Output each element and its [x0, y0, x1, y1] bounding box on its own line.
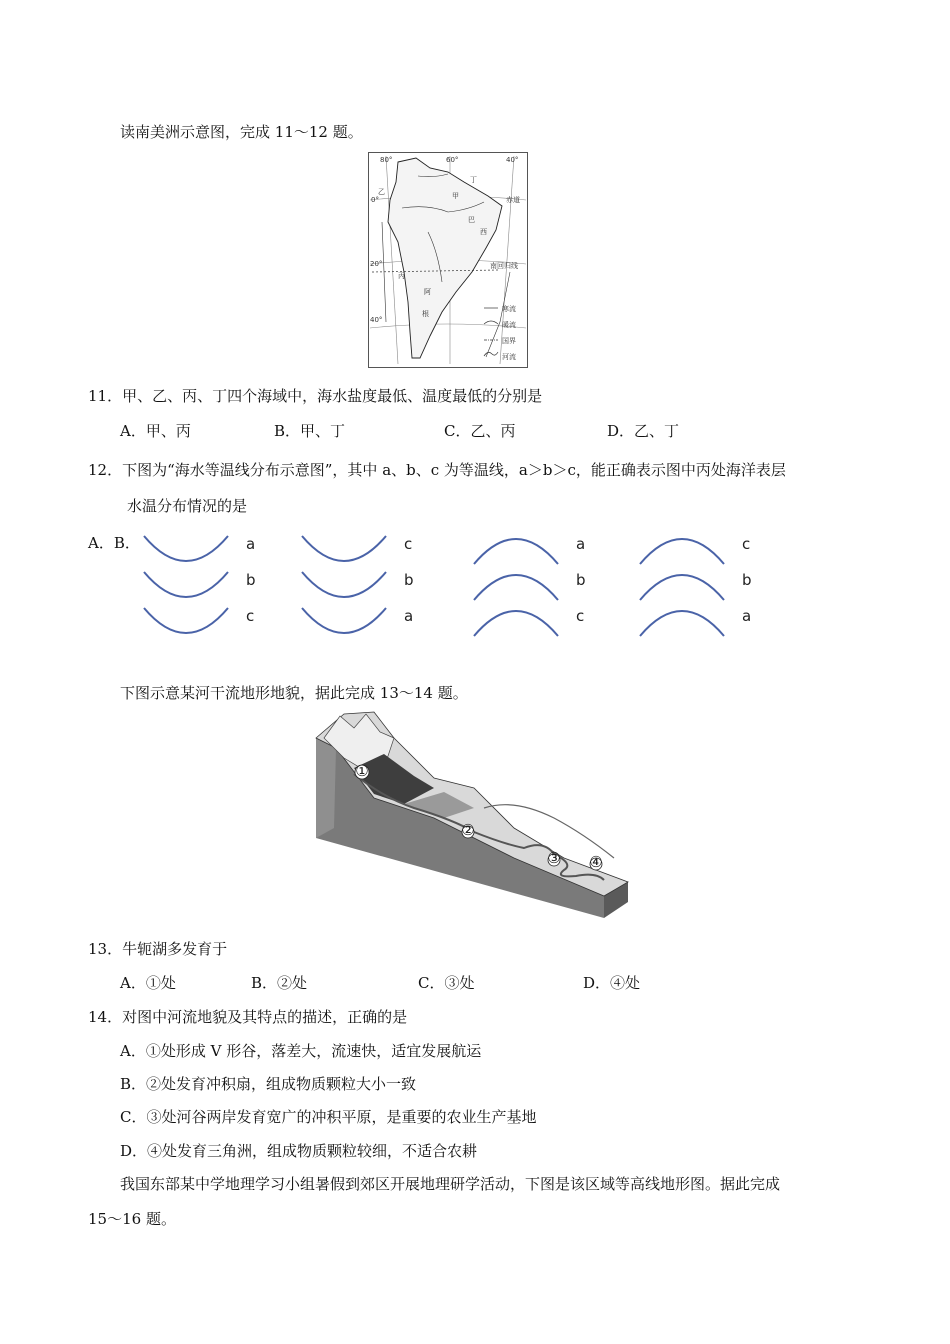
marker-1: ①: [355, 762, 369, 780]
intro-15-16-cont: 15～16 题。: [88, 1210, 176, 1228]
isotherm-line: [640, 575, 724, 600]
isotherm-label: a: [742, 607, 752, 625]
intro-15-16: 我国东部某中学地理学习小组暑假到郊区开展地理研学活动，下图是该区域等高线地形图。据此完成: [120, 1175, 781, 1193]
isotherm-label: b: [576, 571, 586, 589]
isotherm-line: [640, 611, 724, 636]
q13-option-d[interactable]: D．④处: [583, 974, 641, 992]
place-label: 根: [422, 310, 429, 318]
q14-stem: 14．对图中河流地貌及其特点的描述，正确的是: [88, 1008, 408, 1026]
isotherm-panel-4: [640, 535, 752, 636]
marker-2: ②: [461, 821, 475, 839]
place-label: 赤道: [506, 196, 520, 204]
intro-11-12: 读南美洲示意图，完成 11～12 题。: [120, 123, 363, 141]
q13-option-a[interactable]: A．①处: [120, 974, 176, 992]
q12-options-label: A．B．: [88, 534, 140, 552]
place-label: 乙: [378, 188, 385, 196]
q11-option-a[interactable]: A．甲、丙: [120, 422, 191, 440]
q14-option-a[interactable]: A．①处形成 V 形谷，落差大，流速快，适宜发展航运: [120, 1042, 482, 1060]
lat-label: 0°: [371, 196, 379, 204]
isotherm-panel-2: [302, 535, 414, 633]
q14-option-d[interactable]: D．④处发育三角洲，组成物质颗粒较细，不适合农耕: [120, 1142, 478, 1160]
isotherm-label: a: [246, 535, 256, 553]
place-label: 丁: [470, 176, 477, 184]
river-landform-diagram: [314, 708, 634, 924]
q12-stem-cont: 水温分布情况的是: [127, 497, 248, 515]
isotherm-line: [474, 539, 558, 564]
isotherm-label: c: [576, 607, 585, 625]
lat-label: 20°: [370, 260, 383, 268]
q13-option-c[interactable]: C．③处: [418, 974, 475, 992]
isotherm-label: c: [404, 535, 413, 553]
q12-stem: 12．下图为“海水等温线分布示意图”，其中 a、b、c 为等温线，a＞b＞c，能正确表示图中丙处海洋表层: [88, 461, 786, 479]
isotherm-line: [302, 572, 386, 597]
isotherm-line: [144, 536, 228, 561]
isotherm-line: [474, 611, 558, 636]
q13-stem: 13．牛轭湖多发育于: [88, 940, 228, 958]
isotherm-line: [144, 572, 228, 597]
south-america-map: [368, 152, 528, 368]
lon-label: 60°: [446, 156, 459, 164]
q11-stem: 11．甲、乙、丙、丁四个海域中，海水盐度最低、温度最低的分别是: [88, 387, 543, 405]
isotherm-line: [302, 536, 386, 561]
isotherm-panel-1: [144, 535, 256, 633]
marker-3: ③: [547, 849, 561, 867]
isotherm-panels: [140, 522, 780, 648]
place-label: 西: [480, 228, 487, 236]
q14-option-b[interactable]: B．②处发育冲积扇，组成物质颗粒大小一致: [120, 1075, 417, 1093]
legend-item: 国界: [502, 337, 516, 345]
place-label: 甲: [452, 192, 459, 200]
place-label: 阿: [424, 288, 431, 296]
isotherm-label: c: [246, 607, 255, 625]
isotherm-panel-3: [474, 535, 586, 636]
legend-item: 暖流: [502, 321, 516, 329]
q11-option-b[interactable]: B．甲、丁: [274, 422, 346, 440]
legend-item: 寒流: [502, 305, 516, 313]
isotherm-label: b: [246, 571, 256, 589]
lon-label: 80°: [380, 156, 393, 164]
place-label: 巴: [468, 216, 475, 224]
q11-option-d[interactable]: D．乙、丁: [607, 422, 680, 440]
isotherm-label: b: [742, 571, 752, 589]
isotherm-line: [640, 539, 724, 564]
lon-label: 40°: [506, 156, 519, 164]
q11-option-c[interactable]: C．乙、丙: [444, 422, 516, 440]
isotherm-label: a: [404, 607, 414, 625]
isotherm-line: [474, 575, 558, 600]
q14-option-c[interactable]: C．③处河谷两岸发育宽广的冲积平原，是重要的农业生产基地: [120, 1108, 537, 1126]
isotherm-label: c: [742, 535, 751, 553]
isotherm-line: [144, 608, 228, 633]
isotherm-label: b: [404, 571, 414, 589]
marker-4: ④: [589, 853, 603, 871]
lat-label: 40°: [370, 316, 383, 324]
legend-item: 河流: [502, 353, 516, 361]
q13-option-b[interactable]: B．②处: [251, 974, 308, 992]
intro-13-14: 下图示意某河干流地形地貌，据此完成 13～14 题。: [120, 684, 468, 702]
place-label: 南回归线: [490, 262, 518, 270]
isotherm-label: a: [576, 535, 586, 553]
isotherm-line: [302, 608, 386, 633]
place-label: 丙: [398, 272, 405, 280]
